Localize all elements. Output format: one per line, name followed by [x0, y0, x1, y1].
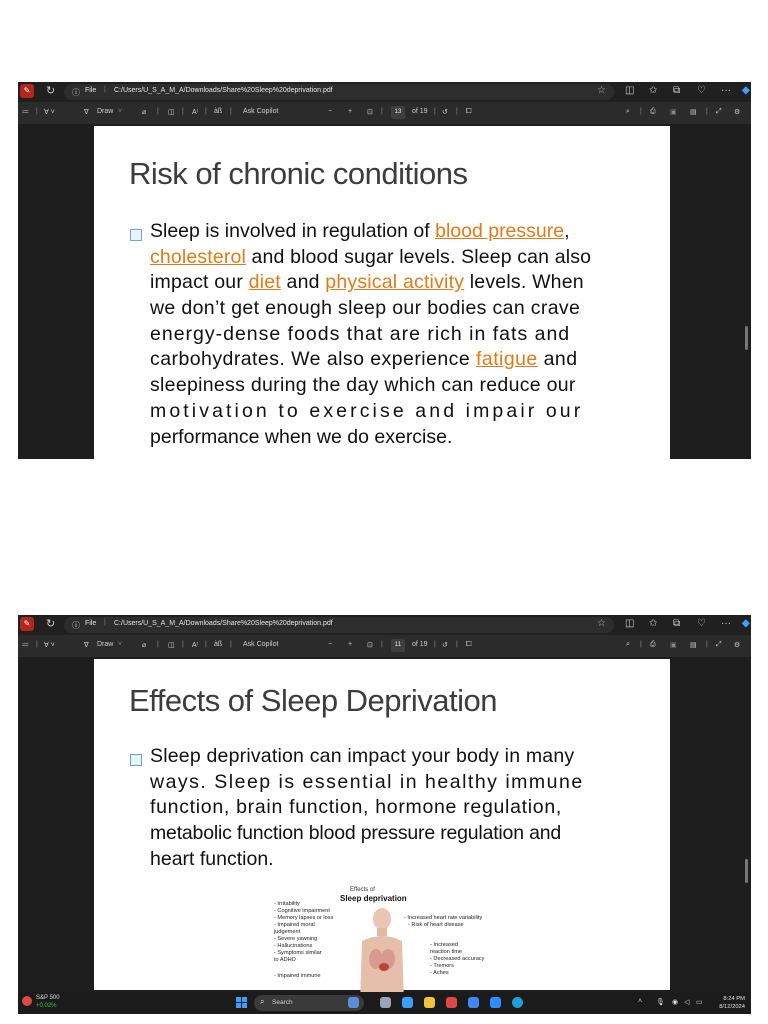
- draw-icon[interactable]: ∇: [84, 109, 89, 116]
- zoom-in-button[interactable]: +: [348, 641, 353, 648]
- split-screen-icon[interactable]: ◫: [625, 85, 635, 96]
- address-separator: |: [104, 86, 106, 93]
- two-page-icon[interactable]: ⧠: [466, 641, 472, 648]
- clock-time: 8:24 PM: [723, 996, 745, 1002]
- search-icon: ⌕: [260, 997, 265, 1006]
- toolbar-divider: |: [157, 108, 159, 115]
- figure-label: - Memory lapses or loss: [274, 915, 334, 921]
- settings-icon[interactable]: ⚙: [734, 642, 741, 649]
- save-icon[interactable]: ▣: [670, 109, 677, 116]
- read-aloud-button[interactable]: A⁾: [192, 109, 199, 116]
- eraser-icon[interactable]: ⌀: [142, 109, 147, 116]
- figure-label: - Symptoms similar: [274, 950, 322, 956]
- windows-taskbar: [18, 992, 751, 1014]
- text-run: carbohydrates. We also experience: [150, 348, 477, 371]
- info-icon[interactable]: ⓘ: [72, 88, 80, 97]
- figure-label: - Severe yawning: [274, 936, 318, 942]
- figure-label: - Irritability: [274, 901, 300, 907]
- toolbar-divider: |: [706, 641, 708, 648]
- figure-caption-title: Sleep deprivation: [340, 894, 407, 903]
- save-as-icon[interactable]: ▤: [690, 109, 697, 116]
- body-line: sleepiness during the day which can reduce our: [150, 374, 576, 397]
- contents-icon[interactable]: ≔: [22, 109, 29, 116]
- page-view-icon[interactable]: ◫: [168, 109, 175, 116]
- fullscreen-icon[interactable]: ⤢: [716, 641, 722, 648]
- pdf-page: [94, 659, 670, 990]
- zoom-out-button[interactable]: −: [328, 641, 333, 648]
- print-icon[interactable]: ⎙: [650, 108, 656, 115]
- favorites-icon[interactable]: ✩: [649, 618, 658, 629]
- info-icon[interactable]: ⓘ: [72, 621, 80, 630]
- figure-label: - Tremors: [430, 963, 454, 969]
- scrollbar-thumb[interactable]: [745, 859, 748, 883]
- eraser-icon[interactable]: ⌀: [142, 642, 147, 649]
- page-count: of 19: [412, 108, 428, 115]
- figure-label: - Hallucinations: [274, 943, 313, 949]
- text-run: levels. When: [464, 271, 584, 294]
- two-page-icon[interactable]: ⧠: [466, 108, 472, 115]
- highlight-icon[interactable]: ∀ ˅: [44, 109, 55, 116]
- bullet-icon: [130, 754, 142, 766]
- pdf-toolbar: [18, 635, 751, 657]
- app-logo-icon: ✎: [20, 617, 34, 631]
- scrollbar[interactable]: [745, 126, 749, 426]
- page-count: of 19: [412, 641, 428, 648]
- pdf-page: [94, 126, 670, 459]
- favorite-icon[interactable]: ☆: [597, 85, 606, 96]
- toolbar-divider: |: [36, 641, 38, 648]
- favorites-icon[interactable]: ✩: [649, 85, 658, 96]
- collections-icon[interactable]: ⧉: [673, 618, 681, 629]
- figure-label: - Increased: [430, 942, 458, 948]
- body-line: [150, 347, 636, 373]
- task-view-icon[interactable]: [380, 997, 391, 1008]
- scrollbar[interactable]: [745, 659, 749, 959]
- toolbar-divider: |: [640, 108, 642, 115]
- url-text[interactable]: C:/Users/U_S_A_M_A/Downloads/Share%20Sleep%20deprivation.pdf: [114, 87, 333, 94]
- read-aloud-button[interactable]: A⁾: [192, 642, 199, 649]
- body-line: [150, 270, 636, 296]
- ask-copilot-button[interactable]: Ask Copilot: [243, 108, 279, 115]
- taskbar-app-icon[interactable]: [402, 997, 413, 1008]
- wifi-icon[interactable]: ◉: [672, 999, 679, 1006]
- screenshot-top: [18, 82, 751, 459]
- figure-label: - Impaired immune: [274, 973, 321, 979]
- text-options-button[interactable]: àß: [214, 641, 223, 648]
- url-text[interactable]: C:/Users/U_S_A_M_A/Downloads/Share%20Sleep%20deprivation.pdf: [114, 620, 333, 627]
- settings-icon[interactable]: ⚙: [734, 109, 741, 116]
- browser-essentials-icon[interactable]: ♡: [697, 618, 706, 629]
- draw-label[interactable]: Draw: [97, 641, 114, 648]
- body-line: metabolic function blood pressure regulation and: [150, 822, 562, 845]
- link-fatigue[interactable]: fatigue: [476, 348, 538, 371]
- fit-page-icon[interactable]: ⊡: [367, 109, 373, 116]
- toolbar-divider: |: [456, 641, 458, 648]
- figure-label: - Increased heart rate variability: [404, 915, 483, 921]
- browser-title-bar: [18, 615, 751, 635]
- print-icon[interactable]: ⎙: [650, 641, 656, 648]
- bullet-icon: [130, 229, 142, 241]
- effects-figure: [274, 887, 504, 995]
- body-line: function, brain function, hormone regulation,: [150, 796, 562, 819]
- stock-name[interactable]: S&P 500: [36, 995, 60, 1001]
- stock-change: +0.02%: [36, 1003, 57, 1009]
- refresh-icon[interactable]: ↻: [46, 85, 56, 97]
- save-icon[interactable]: ▣: [670, 642, 677, 649]
- search-icon[interactable]: ⌕: [626, 108, 630, 115]
- link-diet[interactable]: diet: [248, 271, 281, 294]
- collections-icon[interactable]: ⧉: [673, 85, 681, 96]
- body-line: performance when we do exercise.: [150, 425, 453, 448]
- highlight-icon[interactable]: ∀ ˅: [44, 642, 55, 649]
- text-options-button[interactable]: àß: [214, 108, 223, 115]
- draw-label[interactable]: Draw: [97, 108, 114, 115]
- link-physical-activity[interactable]: physical activity: [325, 271, 465, 294]
- figure-label: - Aches: [430, 970, 449, 976]
- taskbar-app-icon[interactable]: [446, 997, 457, 1008]
- copilot-icon[interactable]: ◆: [742, 618, 750, 629]
- figure-label: - Impaired moral: [274, 922, 315, 928]
- text-run: and: [537, 348, 578, 371]
- toolbar-divider: |: [381, 641, 383, 648]
- slide-title: Risk of chronic conditions: [129, 156, 468, 191]
- body-line: we don’t get enough sleep our bodies can crave: [150, 297, 581, 320]
- clock-date: 8/12/2024: [719, 1004, 745, 1010]
- slide-body: [150, 219, 636, 450]
- file-label: File: [85, 620, 97, 627]
- toolbar-divider: |: [434, 641, 436, 648]
- toolbar-divider: |: [36, 108, 38, 115]
- text-run: impact our: [150, 271, 249, 294]
- rotate-icon[interactable]: ↺: [442, 109, 448, 116]
- zoom-icon[interactable]: [490, 997, 501, 1008]
- address-bar[interactable]: [64, 84, 614, 100]
- body-line: energy-dense foods that are rich in fats and: [150, 322, 571, 345]
- refresh-icon[interactable]: ↻: [46, 618, 56, 630]
- file-label: File: [85, 87, 97, 94]
- system-clock[interactable]: [719, 995, 745, 1011]
- text-run: Sleep is involved in regulation of: [150, 220, 436, 242]
- toolbar-divider: |: [205, 108, 207, 115]
- taskbar-app-icon[interactable]: [348, 997, 359, 1008]
- microphone-icon[interactable]: 🎙: [656, 999, 665, 1006]
- body-line: heart function.: [150, 847, 274, 870]
- body-line: [150, 219, 636, 245]
- slide-title: Effects of Sleep Deprivation: [129, 683, 497, 718]
- address-separator: |: [104, 619, 106, 626]
- browser-title-bar: [18, 82, 751, 102]
- browser-essentials-icon[interactable]: ♡: [697, 85, 706, 96]
- figure-label: judgement: [274, 929, 301, 935]
- link-cholesterol[interactable]: cholesterol: [150, 245, 246, 268]
- body-line: motivation to exercise and impair our: [150, 399, 584, 422]
- screenshot-bottom: [18, 615, 751, 1014]
- volume-icon[interactable]: ◁: [684, 999, 690, 1006]
- toolbar-divider: |: [434, 108, 436, 115]
- chrome-icon[interactable]: [468, 997, 479, 1008]
- link-blood-pressure[interactable]: blood pressure: [435, 220, 565, 242]
- toolbar-divider: |: [230, 641, 232, 648]
- toolbar-divider: |: [230, 108, 232, 115]
- save-as-icon[interactable]: ▤: [690, 642, 697, 649]
- page-view-icon[interactable]: ◫: [168, 642, 175, 649]
- zoom-out-button[interactable]: −: [328, 108, 333, 115]
- toolbar-divider: |: [157, 641, 159, 648]
- split-screen-icon[interactable]: ◫: [625, 618, 635, 629]
- text-run: and: [280, 271, 326, 294]
- file-explorer-icon[interactable]: [424, 997, 435, 1008]
- edge-icon[interactable]: [512, 997, 523, 1008]
- zoom-in-button[interactable]: +: [348, 108, 353, 115]
- draw-icon[interactable]: ∇: [84, 642, 89, 649]
- toolbar-divider: |: [640, 641, 642, 648]
- more-icon[interactable]: ···: [721, 618, 731, 629]
- ask-copilot-button[interactable]: Ask Copilot: [243, 641, 279, 648]
- body-line: [150, 245, 636, 271]
- chevron-down-icon[interactable]: ˅: [118, 641, 123, 648]
- page-number-input[interactable]: 11: [391, 639, 405, 652]
- human-body-illustration: [358, 907, 406, 1003]
- figure-label: - Cognitive impairment: [274, 908, 330, 914]
- search-icon[interactable]: ⌕: [626, 641, 630, 648]
- app-logo-icon: ✎: [20, 84, 34, 98]
- toolbar-divider: |: [381, 108, 383, 115]
- figure-label: reaction time: [430, 949, 463, 955]
- page-number-input[interactable]: 13: [391, 106, 405, 119]
- figure-label: - Risk of heart disease: [408, 922, 464, 928]
- windows-start-icon[interactable]: [236, 997, 248, 1009]
- figure-label: - Decreased accuracy: [430, 956, 485, 962]
- scrollbar-thumb[interactable]: [745, 326, 748, 350]
- toolbar-divider: |: [205, 641, 207, 648]
- text-run: ,: [564, 220, 570, 242]
- stock-widget-icon[interactable]: [22, 996, 32, 1006]
- search-label: Search: [272, 999, 293, 1006]
- text-run: and blood sugar levels. Sleep can also: [245, 245, 592, 268]
- figure-label: to ADHD: [274, 957, 296, 963]
- toolbar-divider: |: [182, 641, 184, 648]
- body-line: Sleep deprivation can impact your body in many: [150, 745, 575, 767]
- more-icon[interactable]: ···: [721, 85, 731, 96]
- body-line: ways. Sleep is essential in healthy immune: [150, 770, 584, 793]
- address-bar[interactable]: [64, 617, 614, 633]
- contents-icon[interactable]: ≔: [22, 642, 29, 649]
- rotate-icon[interactable]: ↺: [442, 642, 448, 649]
- toolbar-divider: |: [182, 108, 184, 115]
- toolbar-divider: |: [706, 108, 708, 115]
- show-hidden-icons-icon[interactable]: ˄: [638, 998, 643, 1005]
- fit-page-icon[interactable]: ⊡: [367, 642, 373, 649]
- figure-caption-small: Effects of: [350, 887, 375, 893]
- toolbar-divider: |: [456, 108, 458, 115]
- pdf-toolbar: [18, 102, 751, 124]
- chevron-down-icon[interactable]: ˅: [118, 108, 123, 115]
- battery-icon[interactable]: ▭: [696, 999, 703, 1006]
- fullscreen-icon[interactable]: ⤢: [716, 108, 722, 115]
- favorite-icon[interactable]: ☆: [597, 618, 606, 629]
- slide-body: [150, 744, 636, 872]
- copilot-icon[interactable]: ◆: [742, 85, 750, 96]
